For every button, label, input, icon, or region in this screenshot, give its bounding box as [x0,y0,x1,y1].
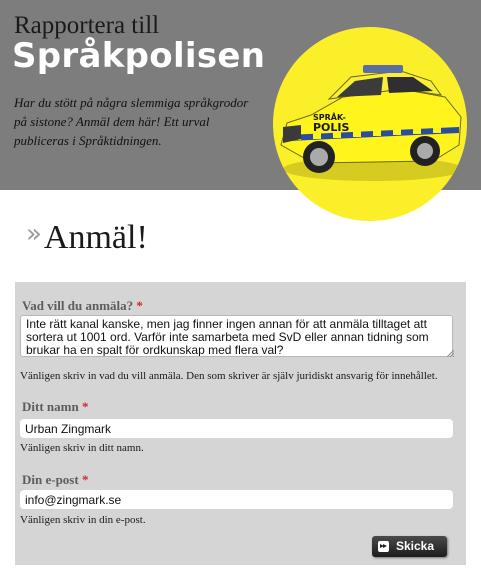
report-form [15,282,466,565]
email-input[interactable] [20,490,453,509]
required-mark: * [81,399,89,414]
car-text-line1: SPRÅK- [313,113,346,122]
header-title: Språkpolisen [12,36,266,76]
resize-grip-icon[interactable] [447,350,454,357]
email-label-text: Din e-post [22,472,79,487]
report-textarea[interactable] [20,315,453,357]
required-mark: * [81,472,89,487]
name-label-text: Ditt namn [22,399,79,414]
report-textarea-line: brukar ha en spalt för ordkunskap med flera val? [26,343,284,357]
required-mark: * [136,298,143,313]
header-lead: Har du stött på några slemmiga språkgrodor på sistone? Anmäl dem här! Ett urval publiceras i Språktidningen. [14,95,249,148]
name-input[interactable] [20,419,453,438]
double-arrow-right-icon [378,541,389,552]
page-heading [26,219,148,257]
name-label [22,399,88,415]
police-car-image [273,27,467,221]
report-label [22,298,143,314]
header-pre-title: Rapportera till [14,12,160,39]
police-car-badge [273,27,467,221]
name-help: Vänligen skriv in ditt namn. [20,442,144,454]
submit-button-label: Skicka [396,539,435,553]
email-label [22,472,88,488]
report-label-text: Vad vill du anmäla? [22,298,134,313]
email-help: Vänligen skriv in din e-post. [20,514,146,526]
page-heading-text: Anmäl! [43,219,148,256]
report-textarea-line: sortera ut 1001 ord. Varför inte samarbeta med SvD eller annan tidning som [26,330,429,344]
submit-button[interactable] [372,536,447,557]
car-text-line2: POLIS [313,121,350,134]
double-chevron-right-icon: » [26,219,42,249]
report-help: Vänligen skriv in vad du vill anmäla. Den som skriver är själv juridiskt ansvarig för innehållet. [20,370,438,382]
report-textarea-line: Inte rätt kanal kanske, men jag finner ingen annan för att anmäla tilltaget att [26,317,427,331]
